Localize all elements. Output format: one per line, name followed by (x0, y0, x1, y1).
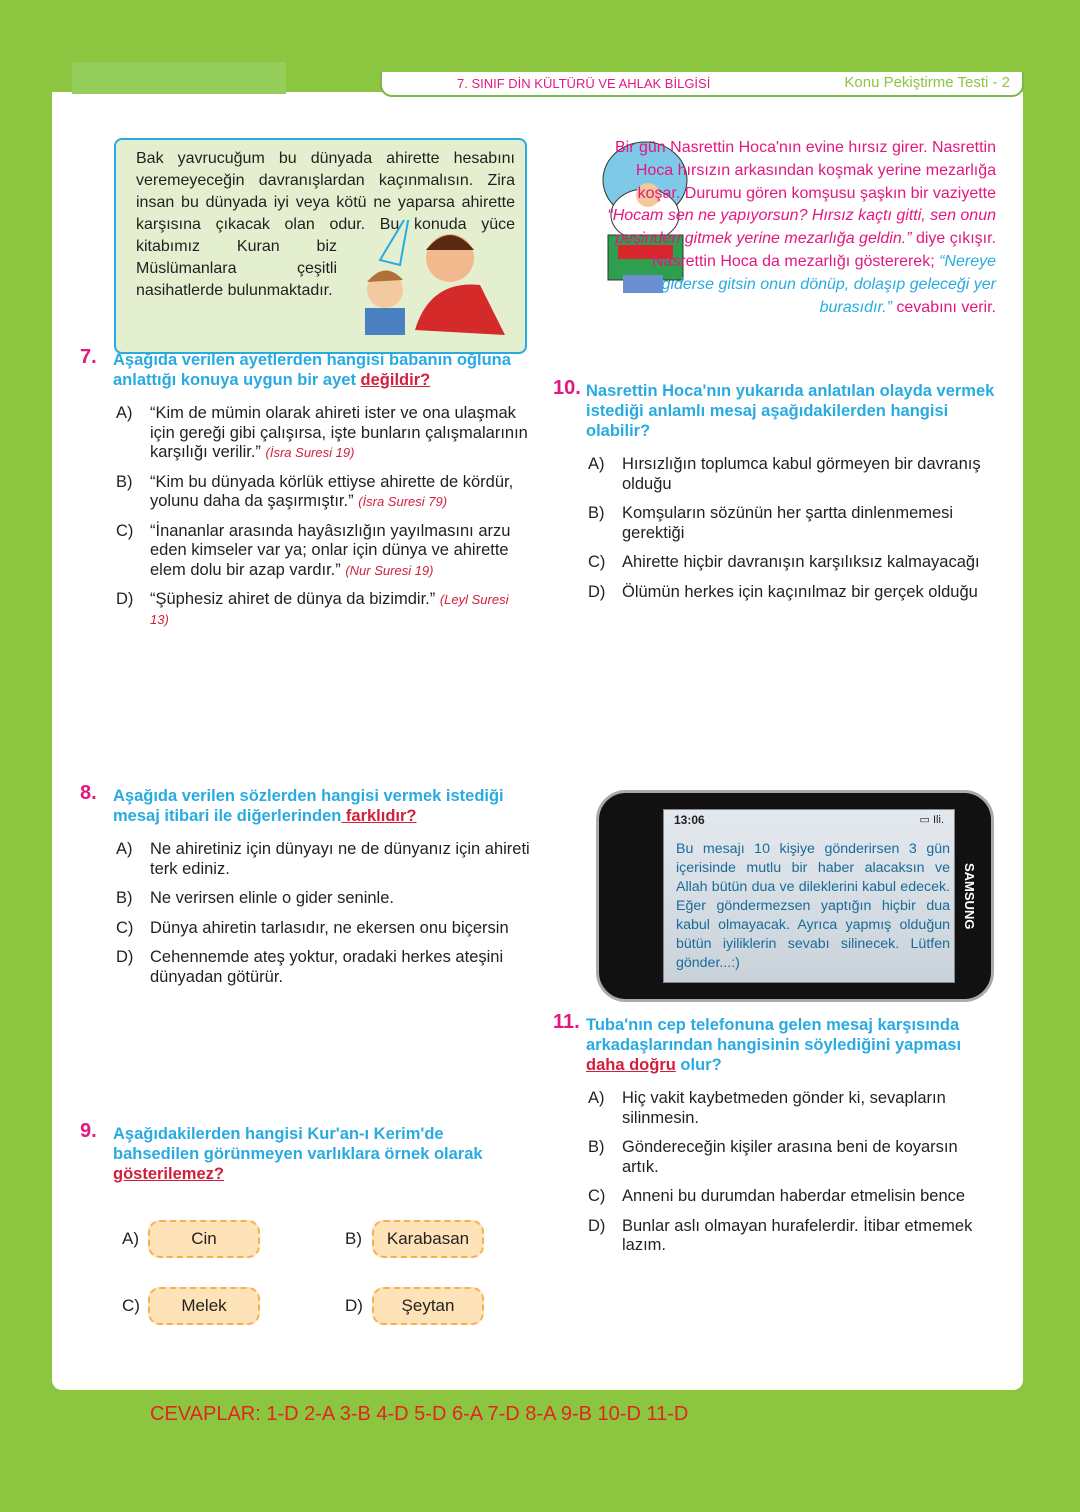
story-quote: “Hocam sen ne yapıyorsun? Hırsız kaçtı gitti, sen onun peşinden gitmek yerine mezarlığa geldin.” (607, 207, 996, 248)
question-11 (553, 1011, 998, 1256)
phone-brand: SAMSUNG (962, 863, 977, 930)
story-part: diye çıkışır. Nasrettin Hoca da mezarlığı göstererek; (651, 230, 996, 270)
option-text: Ölümün herkes için kaçınılmaz bir gerçek olduğu (622, 582, 978, 601)
story-part: Bir gün Nasrettin Hoca'nın evine hırsız girer. Nasrettin Hoca hırsızın arkasından koşmak yerine mezarlığa koşar. Durumu gören komşusu şaşkın bir vaziyette (615, 139, 996, 202)
option-letter: A) (116, 840, 133, 858)
question-8 (80, 782, 530, 987)
q8-option-b[interactable] (116, 889, 530, 909)
q9-option-a-letter: A) (122, 1229, 139, 1248)
q9-option-d[interactable]: Şeytan (372, 1287, 484, 1325)
q9-number: 9. (80, 1120, 97, 1142)
q10-option-c[interactable] (588, 553, 998, 573)
q11-option-d[interactable] (588, 1217, 998, 1256)
option-letter: C) (116, 521, 134, 540)
q9-option-b[interactable]: Karabasan (372, 1220, 484, 1258)
option-text: Bunlar aslı olmayan hurafelerdir. İtibar etmemek lazım. (622, 1216, 973, 1254)
option-letter: B) (116, 889, 133, 907)
option-letter: A) (116, 404, 133, 422)
q11-number: 11. (553, 1011, 580, 1033)
q8-number: 8. (80, 782, 97, 804)
q8-question (113, 786, 530, 826)
q7-option-d[interactable] (116, 590, 530, 629)
option-text: Ahirette hiçbir davranışın karşılıksız kalmayacağı (622, 553, 980, 571)
answer-key: CEVAPLAR: 1-D 2-A 3-B 4-D 5-D 6-A 7-D 8-A 9-B 10-D 11-D (150, 1403, 689, 1425)
q10-number: 10. (553, 377, 581, 399)
option-text: “Kim bu dünyada körlük ettiyse ahirette de kördür, yolunu daha da şaşırmıştır.” (150, 472, 514, 510)
q11-question (586, 1015, 998, 1075)
q11-option-b[interactable] (588, 1138, 998, 1177)
question-7 (80, 346, 530, 629)
option-letter: B) (588, 504, 605, 522)
q8-option-a[interactable] (116, 840, 530, 879)
option-reference: (Leyl Suresi 13) (150, 592, 509, 627)
q7-text: Aşağıda verilen ayetlerden hangisi babanın oğluna anlattığı konuya uygun bir ayet (113, 351, 511, 389)
question-9 (80, 1120, 530, 1198)
story-text (596, 137, 996, 319)
option-letter: D) (588, 582, 606, 601)
option-reference: (Nur Suresi 19) (345, 562, 434, 578)
q11-option-a[interactable] (588, 1089, 998, 1128)
subject-title: 7. SINIF DİN KÜLTÜRÜ VE AHLAK BİLGİSİ (457, 76, 711, 91)
q11-option-c[interactable] (588, 1187, 998, 1207)
q9-option-c-letter: C) (122, 1296, 140, 1315)
father-son-illustration (340, 220, 505, 335)
option-text: “İnananlar arasında hayâsızlığın yayılmasını arzu eden kimseler var ya; onlar için dünya ve ahirette elem dolu bir azap vardır.” (150, 521, 511, 579)
q9-option-a[interactable]: Cin (148, 1220, 260, 1258)
battery-signal-icon: ▭ Ili. (919, 814, 944, 826)
option-letter: B) (116, 472, 133, 491)
story-quote: “Nereye giderse gitsin onun dönüp, dolaşıp geleceği yer burasıdır.” (661, 252, 996, 316)
q8-emphasis: farklıdır? (341, 807, 417, 825)
q9-option-b-letter: B) (345, 1229, 362, 1248)
option-text: Hırsızlığın toplumca kabul görmeyen bir davranış olduğu (622, 455, 981, 493)
option-text: Komşuların sözünün her şartta dinlenmemesi gerektiği (622, 504, 954, 542)
q10-option-d[interactable] (588, 583, 998, 603)
option-letter: A) (588, 455, 605, 473)
phone-screen (663, 809, 955, 983)
story-part: cevabını verir. (891, 298, 996, 316)
speech-bubble-text: Bak yavrucuğum bu dünyada ahirette hesabını veremeyeceğin davranışlardan kaçınmalısın. Zira insan bu dünyada iyi veya kötü ne yaparsa ahirette karşısına çıkacak olan odur. Bu konuda yüce kitabımız Kuran biz Müslümanlara çeşitli nasihatlerde bulunmaktadır. (136, 150, 515, 299)
option-letter: A) (588, 1089, 605, 1107)
q11-emphasis: daha doğru (586, 1056, 676, 1074)
q10-option-a[interactable] (588, 455, 998, 494)
option-reference: (İsra Suresi 19) (265, 445, 355, 460)
option-letter: D) (116, 590, 134, 608)
q7-question (113, 350, 530, 390)
question-10 (553, 377, 998, 602)
phone-message: Bu mesajı 10 kişiye gönderirsen 3 gün içerisinde mutlu bir haber alacaksın ve Allah bütün dua ve dileklerini kabul edecek. Eğer göndermezsen yaptığın hiçbir dua kabul olmayacak. Ayrıca yapmış olduğun bütün iyiliklerin sevabı silinecek. Lütfen gönder...:) (676, 841, 950, 971)
option-text: Ne verirsen elinle o gider seninle. (150, 889, 394, 907)
q10-question: Nasrettin Hoca'nın yukarıda anlatılan olayda vermek istediği anlamlı mesaj aşağıdakilerden hangisi olabilir? (586, 382, 995, 440)
q7-option-b[interactable] (116, 473, 530, 512)
option-letter: C) (588, 1187, 606, 1205)
page-header (380, 72, 1024, 97)
q11-text-end: olur? (675, 1056, 722, 1074)
q9-option-c[interactable]: Melek (148, 1287, 260, 1325)
q9-option-d-letter: D) (345, 1296, 363, 1315)
option-text: Göndereceğin kişiler arasına beni de koyarsın artık. (622, 1138, 958, 1176)
option-text: “Kim de mümin olarak ahireti ister ve ona ulaşmak için gereği gibi çalışırsa, işte bunların çalışmalarının karşılığı verilir.” (150, 404, 528, 461)
option-text: Ne ahiretiniz için dünyayı ne de dünyanız için ahireti terk ediniz. (150, 840, 530, 878)
q11-text: Tuba'nın cep telefonuna gelen mesaj karşısında arkadaşlarından hangisinin söylediğini yapması (586, 1016, 962, 1054)
option-text: Cehennemde ateş yoktur, oradaki herkes ateşini dünyadan götürür. (150, 948, 504, 986)
q9-text: Aşağıdakilerden hangisi Kur'an-ı Kerim'de bahsedilen görünmeyen varlıklara örnek olarak (113, 1125, 483, 1163)
q7-option-a[interactable] (116, 404, 530, 463)
q7-number: 7. (80, 346, 97, 368)
q8-option-d[interactable] (116, 948, 530, 987)
phone-illustration (596, 790, 994, 1002)
option-letter: C) (588, 553, 606, 571)
option-text: “Şüphesiz ahiret de dünya da bizimdir.” (150, 590, 440, 608)
q7-option-c[interactable] (116, 522, 530, 581)
option-letter: C) (116, 918, 134, 937)
option-reference: (İsra Suresi 79) (358, 494, 448, 509)
header-decoration (72, 62, 286, 94)
option-text: Hiç vakit kaybetmeden gönder ki, sevapların silinmesin. (622, 1089, 946, 1127)
option-letter: D) (116, 948, 134, 966)
q10-option-b[interactable] (588, 504, 998, 543)
test-title: Konu Pekiştirme Testi - 2 (844, 74, 1010, 91)
q8-text: Aşağıda verilen sözlerden hangisi vermek istediği mesaj itibari ile diğerlerinden (113, 787, 504, 825)
q9-emphasis: gösterilemez? (113, 1165, 224, 1183)
option-text: Anneni bu durumdan haberdar etmelisin bence (622, 1187, 966, 1205)
q8-option-c[interactable] (116, 919, 530, 939)
option-letter: D) (588, 1216, 606, 1235)
phone-time: 13:06 (674, 813, 705, 827)
option-text: Dünya ahiretin tarlasıdır, ne ekersen onu biçersin (150, 918, 509, 937)
option-letter: B) (588, 1138, 605, 1156)
q9-question (113, 1124, 530, 1184)
q7-emphasis: değildir? (360, 371, 431, 389)
